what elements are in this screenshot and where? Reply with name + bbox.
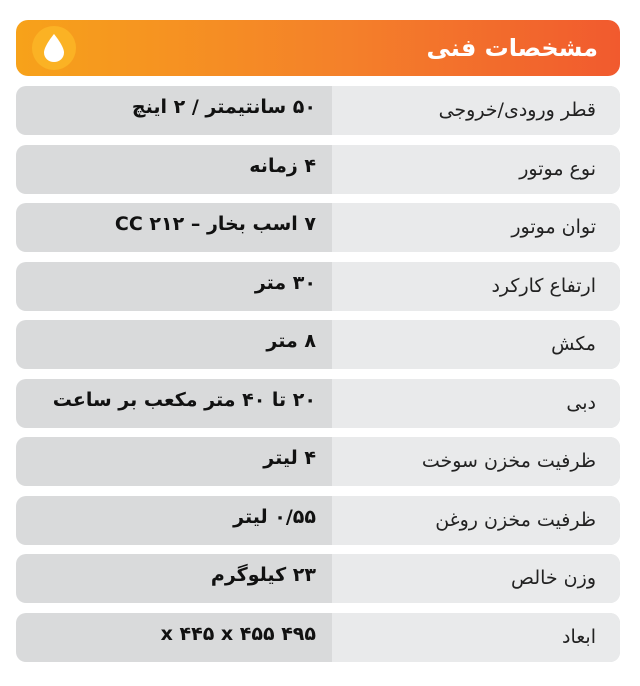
spec-label: ظرفیت مخزن روغن [435, 508, 596, 531]
spec-row [16, 379, 620, 428]
spec-value: ۸ متر [266, 330, 316, 352]
water-drop-icon [32, 26, 76, 70]
spec-label: دبی [566, 391, 596, 414]
spec-value: ۴ زمانه [249, 154, 316, 177]
spec-row [16, 145, 620, 194]
spec-row [16, 203, 620, 252]
spec-label-cell [332, 379, 620, 428]
spec-label: وزن خالص [511, 567, 596, 589]
spec-label-cell [332, 613, 620, 662]
spec-label: ظرفیت مخزن سوخت [421, 450, 596, 472]
spec-row [16, 262, 620, 311]
spec-value: ۷ اسب بخار – CC ۲۱۲ [114, 213, 316, 235]
spec-value: ۰/۵۵ لیتر [233, 505, 316, 528]
spec-value: ۵۰ سانتیمتر / ۲ اینچ [131, 96, 316, 118]
spec-table [16, 86, 620, 671]
spec-label-cell [332, 496, 620, 545]
spec-row [16, 320, 620, 369]
spec-label: مکش [551, 333, 596, 355]
spec-label: ارتفاع کارکرد [491, 274, 596, 297]
spec-label-cell [332, 320, 620, 369]
spec-value: ۲۰ تا ۴۰ متر مکعب بر ساعت [52, 388, 316, 411]
spec-header [16, 20, 620, 76]
spec-row [16, 86, 620, 135]
page-title: مشخصات فنی [426, 34, 598, 62]
spec-label: ابعاد [562, 625, 596, 648]
spec-label: قطر ورودی/خروجی [438, 99, 596, 121]
spec-value: ۴ لیتر [263, 447, 316, 469]
spec-row [16, 613, 620, 662]
spec-value: ۳۰ متر [254, 271, 316, 294]
spec-label-cell [332, 437, 620, 486]
spec-label-cell [332, 262, 620, 311]
spec-value: ۲۳ کیلوگرم [210, 564, 316, 586]
spec-row [16, 554, 620, 603]
spec-row [16, 437, 620, 486]
spec-row [16, 496, 620, 545]
spec-label-cell [332, 554, 620, 603]
spec-label: نوع موتور [519, 157, 596, 180]
spec-value: ۴۹۵ x ۴۴۵ x ۴۵۵ [160, 622, 316, 645]
spec-label-cell [332, 145, 620, 194]
spec-label: توان موتور [511, 216, 596, 238]
spec-label-cell [332, 203, 620, 252]
spec-label-cell [332, 86, 620, 135]
